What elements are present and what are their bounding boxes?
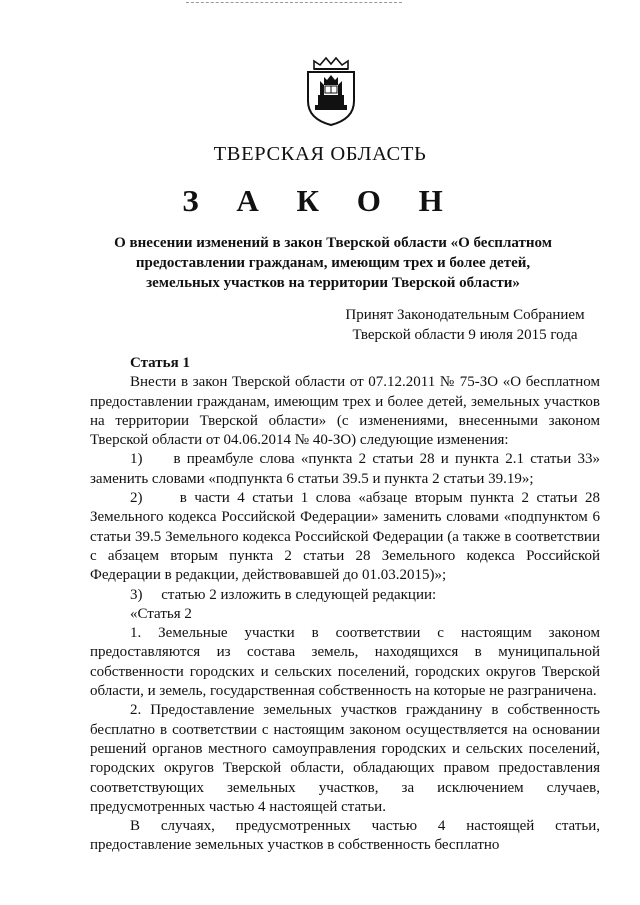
adoption-line-2: Тверской области 9 июля 2015 года <box>352 327 578 343</box>
law-body <box>90 354 600 856</box>
law-subject-title: О внесении изменений в закон Тверской области «О бесплатном предоставлении гражданам, имеющим трех и более детей, земельных участков на территории Тверской области» <box>114 235 552 291</box>
article-part-1: 1. Земельные участки в соответствии с настоящим законом предоставляются из состава земель, находящихся в муниципальной собственности городских и сельских поселений, городских округов Тверской области, и земель, государственная собственность на которые не разграничена. <box>90 625 600 700</box>
article-intro: Внести в закон Тверской области от 07.12.2011 № 75-ЗО «О бесплатном предоставлении гражданам, имеющим трех и более детей, земельных участков на территории Тверской области» (с изменениями, внесенными законом Тверской области от 04.06.2014 № 40-ЗО) следующие изменения: <box>90 374 600 449</box>
adoption-note <box>330 305 600 345</box>
scan-top-edge <box>186 2 402 3</box>
quoted-article-heading: «Статья 2 <box>130 605 192 622</box>
article-part-3: В случаях, предусмотренных частью 4 настоящей статьи, предоставление земельных участков в собственность бесплатно <box>90 818 600 854</box>
article-heading: Статья 1 <box>130 355 190 371</box>
coat-of-arms-icon <box>300 55 362 127</box>
change-item-2: 2) в части 4 статьи 1 слова «абзаце вторым пункта 2 статьи 28 Земельного кодекса Российской Федерации» заменить словами «подпунктом 6 статьи 39.5 Земельного кодекса Российской Федерации (а также в соответствии с абзацем вторым пункта 2 статьи 28 Земельного кодекса Российской Федерации в редакции, действовавшей до 01.03.2015)»; <box>90 490 600 584</box>
change-item-1: 1) в преамбуле слова «пункта 2 статьи 28 и пункта 2.1 статьи 33» заменить словами «подпункта 6 статьи 39.5 и пункта 2 статьи 39.19»; <box>90 451 600 487</box>
article-part-2: 2. Предоставление земельных участков гражданину в собственность бесплатно в соответствии с настоящим законом осуществляется на основании решений органов местного самоуправления городских и сельских поселений, городских округов Тверской области, обладающих правом предоставления соответствующих земельных участков, за исключением случаев, предусмотренных частью 4 настоящей статьи. <box>90 702 600 815</box>
change-item-3: 3) статью 2 изложить в следующей редакции: <box>130 586 437 603</box>
adoption-line-1: Принят Законодательным Собранием <box>345 307 585 323</box>
document-type: З А К О Н <box>182 183 458 218</box>
region-name: ТВЕРСКАЯ ОБЛАСТЬ <box>213 143 427 165</box>
